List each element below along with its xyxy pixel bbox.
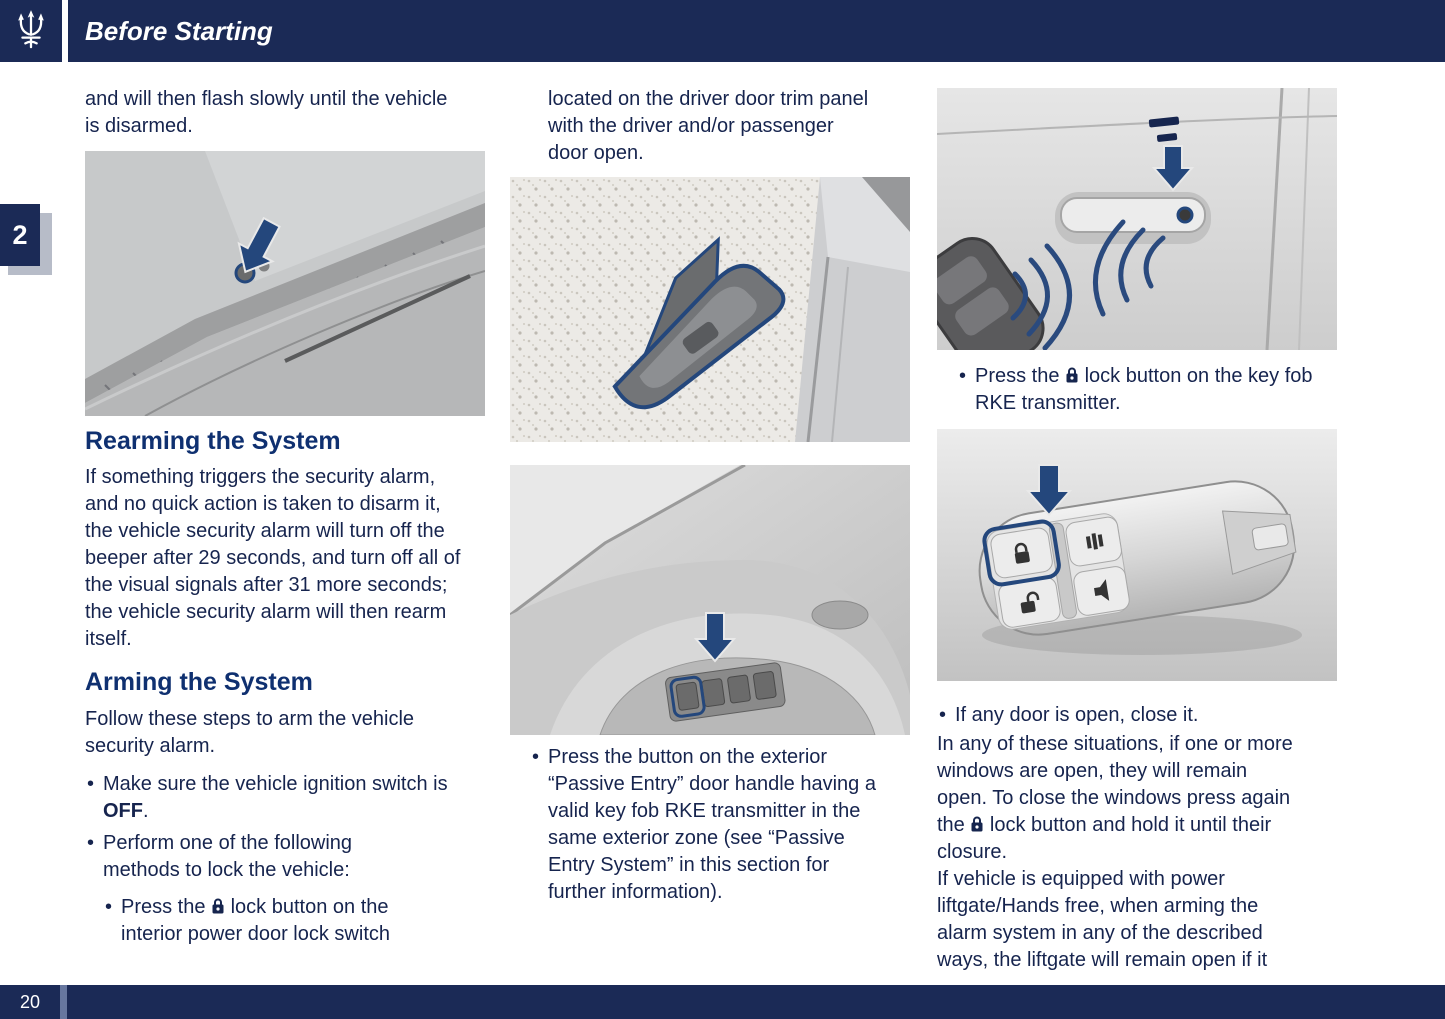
maserati-trident-icon — [0, 0, 62, 62]
column-left — [85, 86, 485, 948]
header-bar — [0, 0, 1445, 62]
page-title: Before Starting — [85, 16, 273, 46]
bullet-passive-entry: • Press the button on the exterior “Passive Entry” door handle having a valid key fob RKE transmitter in the same exterior zone (see “Passive Entry System” in this section for further information). — [530, 744, 892, 906]
figure-handle-rke — [937, 88, 1337, 350]
heading-rearming: Rearming the System — [85, 427, 341, 455]
text-run: Press the — [975, 365, 1066, 387]
column-middle — [510, 86, 910, 906]
heading-arming: Arming the System — [85, 668, 313, 696]
chapter-tab: 2 — [0, 204, 40, 266]
figure-cowl-sensor — [85, 151, 485, 416]
bullet-fob-lock — [957, 363, 1337, 417]
bullet-lock-methods: • Perform one of the following methods to lock the vehicle: — [85, 830, 385, 884]
text-run: . — [143, 800, 149, 822]
text-run: lock button on the key fob RKE transmitter. — [975, 365, 1313, 414]
text-run: lock button and hold it until their closure. — [937, 814, 1272, 863]
bullet-ignition-off — [85, 771, 463, 825]
footer-divider — [60, 985, 67, 1019]
handle-lock-button — [1178, 208, 1192, 222]
lock-icon — [970, 815, 984, 833]
bullet-close-door: • If any door is open, close it. — [937, 702, 1297, 729]
paragraph-windows-note — [937, 731, 1297, 866]
paragraph-disarm: and will then flash slowly until the vehicle is disarmed. — [85, 88, 448, 137]
text-run: lock button on the interior power door lock switch — [121, 896, 390, 945]
column-right — [937, 88, 1337, 974]
key-fob-illustration — [937, 429, 1337, 681]
paragraph-door-trim: located on the driver door trim panel with the driver and/or passenger door open. — [548, 88, 869, 164]
door-handle-illustration — [510, 177, 910, 442]
figure-passive-entry-handle — [510, 177, 910, 442]
paragraph-rearming: If something triggers the security alarm, and no quick action is taken to disarm it, the vehicle security alarm will turn off the beeper after 29 seconds, and turn off all of the visual signals after 31 more seconds; the vehicle security alarm will then rearm itself. — [85, 466, 461, 650]
lock-icon — [1065, 366, 1079, 384]
footer-bar — [0, 985, 1445, 1019]
door-panel-illustration — [510, 465, 910, 735]
text-run: Press the — [121, 896, 212, 918]
paragraph-arming-intro: Follow these steps to arm the vehicle security alarm. — [85, 708, 415, 757]
figure-interior-lock-switch — [510, 465, 910, 735]
page-number: 20 — [20, 992, 41, 1012]
cowl-sensor-illustration — [85, 151, 485, 416]
text-run: In any of these situations, if one or more windows are open, they will remain open. To close the windows press again the — [937, 733, 1293, 836]
text-run: Make sure the vehicle ignition switch is — [103, 773, 448, 795]
lock-icon — [211, 897, 225, 915]
figure-key-fob-buttons — [937, 429, 1337, 681]
bullet-interior-lock-switch — [103, 894, 433, 948]
paragraph-liftgate-note: If vehicle is equipped with power liftgate/Hands free, when arming the alarm system in any of the described ways, the liftgate will remain open if it — [937, 868, 1268, 971]
exterior-handle-fob-illustration — [937, 88, 1337, 350]
text-run-bold: OFF — [103, 800, 143, 822]
header-divider — [62, 0, 68, 62]
